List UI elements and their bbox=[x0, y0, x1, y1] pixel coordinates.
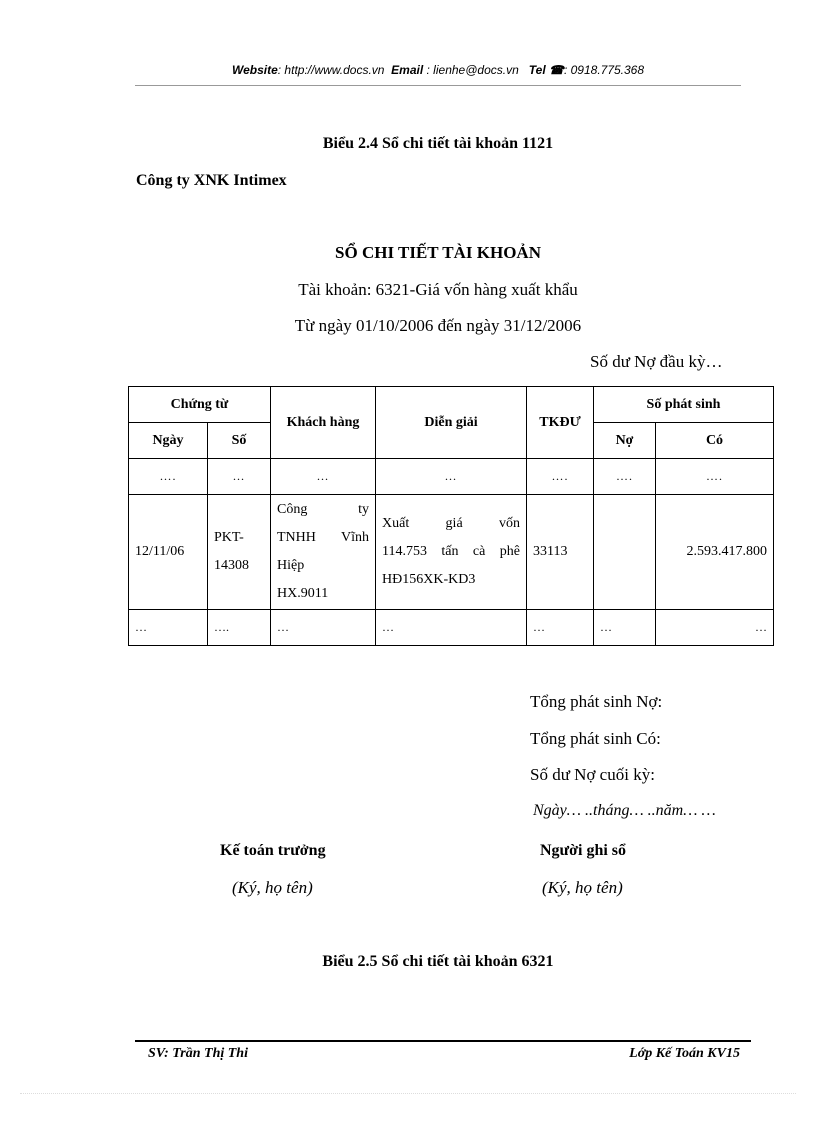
header-divider bbox=[135, 85, 741, 86]
header-description: Diễn giải bbox=[376, 387, 527, 459]
end-cell: … bbox=[129, 610, 208, 646]
row-description-line1: Xuất giá vốn bbox=[382, 516, 520, 531]
placeholder-cell: … bbox=[376, 459, 527, 495]
end-cell: …. bbox=[208, 610, 271, 646]
placeholder-cell: …. bbox=[656, 459, 774, 495]
header-arising: Số phát sinh bbox=[594, 387, 774, 423]
chief-accountant-label: Kế toán trưởng bbox=[220, 842, 326, 859]
row-description-line3: HĐ156XK-KD3 bbox=[382, 572, 476, 587]
placeholder-cell: … bbox=[271, 459, 376, 495]
row-customer bbox=[271, 495, 376, 610]
placeholder-cell: …. bbox=[129, 459, 208, 495]
end-cell: … bbox=[594, 610, 656, 646]
row-number bbox=[208, 495, 271, 610]
date-line: Ngày… ..tháng… ..năm… … bbox=[533, 802, 716, 819]
row-date: 12/11/06 bbox=[129, 495, 208, 610]
end-cell: … bbox=[376, 610, 527, 646]
opening-balance: Số dư Nợ đầu kỳ… bbox=[590, 352, 723, 371]
total-credit: Tổng phát sinh Có: bbox=[530, 729, 661, 748]
account-line: Tài khoản: 6321-Giá vốn hàng xuất khẩu bbox=[298, 280, 578, 299]
period-line: Từ ngày 01/10/2006 đến ngày 31/12/2006 bbox=[294, 316, 582, 335]
header-customer: Khách hàng bbox=[271, 387, 376, 459]
row-customer-line4: HX.9011 bbox=[277, 586, 329, 601]
website-label: Website bbox=[231, 63, 278, 77]
row-account-ref: 33113 bbox=[527, 495, 594, 610]
row-description bbox=[376, 495, 527, 610]
row-number-line1: PKT- bbox=[214, 530, 244, 545]
end-cell: … bbox=[271, 610, 376, 646]
caption-bottom: Biểu 2.5 Sổ chi tiết tài khoản 6321 bbox=[322, 953, 554, 970]
header-credit: Có bbox=[656, 423, 774, 459]
header-debit: Nợ bbox=[594, 423, 656, 459]
placeholder-cell: …. bbox=[527, 459, 594, 495]
row-customer-line3: Hiệp bbox=[277, 558, 305, 573]
page-bottom-border bbox=[20, 1093, 796, 1094]
footer-divider bbox=[135, 1040, 751, 1042]
sign-hint-left: (Ký, họ tên) bbox=[232, 878, 313, 897]
table-row bbox=[129, 610, 774, 646]
placeholder-cell: … bbox=[208, 459, 271, 495]
row-debit bbox=[594, 495, 656, 610]
header-date: Ngày bbox=[129, 423, 208, 459]
website-value: : http://www.docs.vn bbox=[277, 63, 385, 77]
end-cell: … bbox=[656, 610, 774, 646]
header-number: Số bbox=[208, 423, 271, 459]
table-row bbox=[129, 459, 774, 495]
footer-class: Lớp Kế Toán KV15 bbox=[629, 1046, 740, 1061]
tel-value: : 0918.775.368 bbox=[563, 63, 645, 77]
sign-hint-right: (Ký, họ tên) bbox=[542, 878, 623, 897]
row-customer-line1: Công ty bbox=[277, 502, 369, 517]
email-label: Email bbox=[391, 63, 424, 77]
row-credit: 2.593.417.800 bbox=[656, 495, 774, 610]
company-name: Công ty XNK Intimex bbox=[136, 172, 287, 189]
row-description-line2: 114.753 tấn cà phê bbox=[382, 544, 520, 559]
table-row bbox=[129, 495, 774, 610]
ledger-table bbox=[128, 386, 774, 646]
ledger-title: SỔ CHI TIẾT TÀI KHOẢN bbox=[335, 243, 541, 262]
row-customer-line2: TNHH Vĩnh bbox=[277, 530, 369, 545]
tel-label: Tel ☎ bbox=[528, 63, 564, 77]
total-debit: Tổng phát sinh Nợ: bbox=[530, 692, 663, 711]
closing-balance: Số dư Nợ cuối kỳ: bbox=[530, 765, 655, 784]
page-header bbox=[135, 63, 741, 77]
header-voucher: Chứng từ bbox=[129, 387, 271, 423]
placeholder-cell: …. bbox=[594, 459, 656, 495]
row-number-line2: 14308 bbox=[214, 558, 249, 573]
bookkeeper-label: Người ghi sổ bbox=[540, 842, 627, 859]
header-account-ref: TKĐƯ bbox=[527, 387, 594, 459]
end-cell: … bbox=[527, 610, 594, 646]
footer-student: SV: Trần Thị Thi bbox=[148, 1046, 248, 1061]
email-value: : lienhe@docs.vn bbox=[426, 63, 519, 77]
caption-top: Biểu 2.4 Sổ chi tiết tài khoản 1121 bbox=[322, 135, 554, 152]
